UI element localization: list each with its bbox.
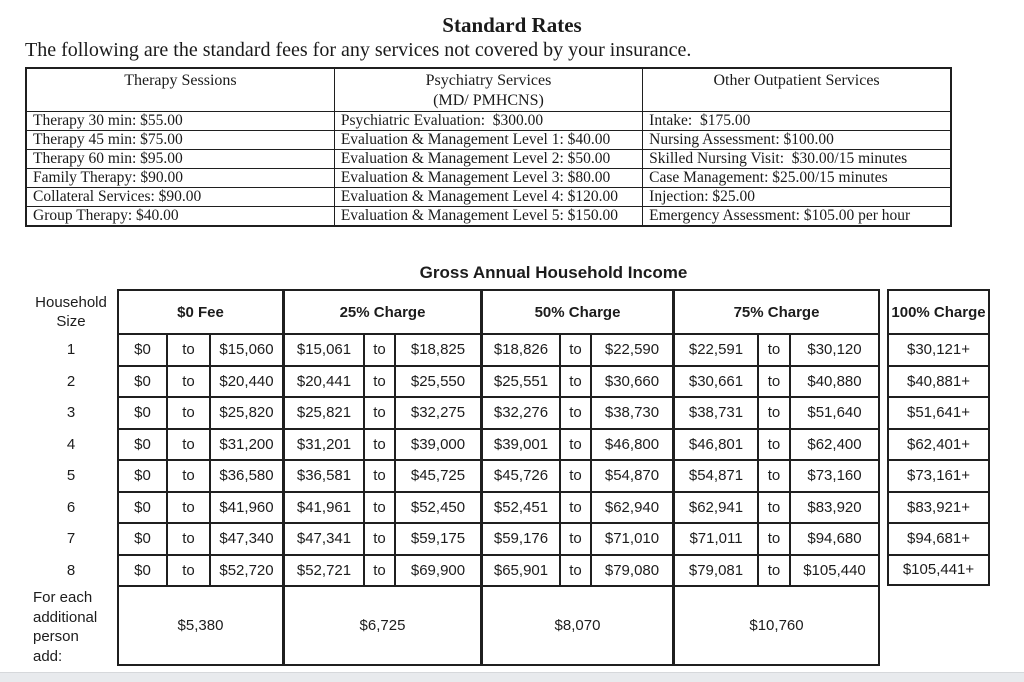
income-range-min: $0 xyxy=(117,460,167,492)
rate-cell: Intake: $175.00 xyxy=(643,112,951,131)
income-range-max: $83,920 xyxy=(790,492,880,524)
income-range-min: $52,721 xyxy=(283,555,364,587)
income-range-to: to xyxy=(364,492,395,524)
income-range-to: to xyxy=(560,460,591,492)
rates-col-header-outpatient xyxy=(643,68,951,112)
income-range-to: to xyxy=(167,460,210,492)
rate-cell: Evaluation & Management Level 5: $150.00 xyxy=(334,207,642,227)
additional-amount-cell: $6,725 xyxy=(283,586,481,666)
income-range-max: $30,120 xyxy=(790,334,880,366)
income-max-cell: $94,681+ xyxy=(887,523,990,555)
rate-cell: Evaluation & Management Level 2: $50.00 xyxy=(334,150,642,169)
income-range-to: to xyxy=(364,366,395,398)
income-range-max: $62,940 xyxy=(591,492,673,524)
income-range-min: $45,726 xyxy=(481,460,560,492)
row-size-label: 2 xyxy=(66,372,76,390)
income-range-max: $25,550 xyxy=(395,366,481,398)
income-range-to: to xyxy=(758,460,790,492)
income-range-min: $32,276 xyxy=(481,397,560,429)
tier-header: 100% Charge xyxy=(887,289,990,334)
income-range-max: $94,680 xyxy=(790,523,880,555)
rates-col-header-psychiatry xyxy=(334,68,642,112)
income-range-min: $25,821 xyxy=(283,397,364,429)
income-range-to: to xyxy=(758,397,790,429)
page-title: Standard Rates xyxy=(442,13,582,37)
income-range-to: to xyxy=(758,429,790,461)
income-range-max: $36,580 xyxy=(210,460,283,492)
rate-cell: Collateral Services: $90.00 xyxy=(26,188,334,207)
rate-cell: Nursing Assessment: $100.00 xyxy=(643,131,951,150)
income-max-cell: $83,921+ xyxy=(887,492,990,524)
rate-cell: Therapy 60 min: $95.00 xyxy=(26,150,334,169)
rate-cell: Case Management: $25.00/15 minutes xyxy=(643,169,951,188)
income-range-max: $15,060 xyxy=(210,334,283,366)
income-range-min: $22,591 xyxy=(673,334,758,366)
income-range-max: $45,725 xyxy=(395,460,481,492)
income-max-cell: $40,881+ xyxy=(887,366,990,398)
row-size-label: 3 xyxy=(66,404,76,422)
income-range-to: to xyxy=(167,555,210,587)
income-range-to: to xyxy=(167,492,210,524)
income-range-max: $31,200 xyxy=(210,429,283,461)
income-range-to: to xyxy=(758,334,790,366)
income-range-to: to xyxy=(167,366,210,398)
income-range-max: $71,010 xyxy=(591,523,673,555)
income-range-to: to xyxy=(364,555,395,587)
income-range-max: $62,400 xyxy=(790,429,880,461)
row-size-label: 8 xyxy=(66,561,76,579)
rates-header-row xyxy=(26,68,951,112)
income-range-min: $39,001 xyxy=(481,429,560,461)
income-range-max: $105,440 xyxy=(790,555,880,587)
rates-col-header-psychiatry-subtitle: (MD/ PMHCNS) xyxy=(433,92,544,109)
income-range-min: $59,176 xyxy=(481,523,560,555)
income-range-to: to xyxy=(560,397,591,429)
income-range-to: to xyxy=(758,555,790,587)
page-subtitle: The following are the standard fees for any services not covered by your insurance. xyxy=(25,39,692,61)
income-range-to: to xyxy=(167,523,210,555)
rate-cell: Evaluation & Management Level 3: $80.00 xyxy=(334,169,642,188)
rate-cell: Group Therapy: $40.00 xyxy=(26,207,334,227)
income-range-max: $32,275 xyxy=(395,397,481,429)
income-range-max: $73,160 xyxy=(790,460,880,492)
income-range-to: to xyxy=(560,429,591,461)
rates-row xyxy=(26,169,951,188)
rates-row xyxy=(26,112,951,131)
rate-cell: Psychiatric Evaluation: $300.00 xyxy=(334,112,642,131)
rate-cell: Therapy 30 min: $55.00 xyxy=(26,112,334,131)
rates-col-header-therapy xyxy=(26,68,334,112)
rate-cell: Skilled Nursing Visit: $30.00/15 minutes xyxy=(643,150,951,169)
rate-cell: Family Therapy: $90.00 xyxy=(26,169,334,188)
rate-cell: Evaluation & Management Level 4: $120.00 xyxy=(334,188,642,207)
income-range-max: $38,730 xyxy=(591,397,673,429)
income-range-to: to xyxy=(364,460,395,492)
income-range-to: to xyxy=(758,492,790,524)
income-range-min: $71,011 xyxy=(673,523,758,555)
income-range-min: $36,581 xyxy=(283,460,364,492)
income-range-max: $40,880 xyxy=(790,366,880,398)
income-range-max: $52,720 xyxy=(210,555,283,587)
rate-cell: Injection: $25.00 xyxy=(643,188,951,207)
income-range-max: $79,080 xyxy=(591,555,673,587)
additional-amount-cell: $5,380 xyxy=(117,586,283,666)
income-range-to: to xyxy=(560,555,591,587)
income-range-to: to xyxy=(364,334,395,366)
income-range-max: $69,900 xyxy=(395,555,481,587)
income-range-min: $25,551 xyxy=(481,366,560,398)
row-size-label: 7 xyxy=(66,530,76,548)
income-range-min: $20,441 xyxy=(283,366,364,398)
income-range-to: to xyxy=(364,429,395,461)
income-range-to: to xyxy=(364,397,395,429)
row-size-label: 6 xyxy=(66,498,76,516)
rates-row xyxy=(26,188,951,207)
rates-row xyxy=(26,150,951,169)
income-range-min: $0 xyxy=(117,523,167,555)
income-range-min: $0 xyxy=(117,429,167,461)
standard-rates-table xyxy=(25,67,952,227)
income-range-max: $18,825 xyxy=(395,334,481,366)
income-range-to: to xyxy=(167,429,210,461)
income-range-min: $54,871 xyxy=(673,460,758,492)
income-range-to: to xyxy=(758,366,790,398)
income-max-cell: $62,401+ xyxy=(887,429,990,461)
tier-header: $0 Fee xyxy=(117,289,283,334)
income-range-min: $38,731 xyxy=(673,397,758,429)
income-range-to: to xyxy=(560,523,591,555)
income-range-min: $62,941 xyxy=(673,492,758,524)
income-range-to: to xyxy=(758,523,790,555)
income-range-to: to xyxy=(560,492,591,524)
income-range-max: $52,450 xyxy=(395,492,481,524)
rates-table-body xyxy=(26,112,951,227)
income-range-min: $46,801 xyxy=(673,429,758,461)
row-size-label: 1 xyxy=(66,341,76,359)
income-range-min: $41,961 xyxy=(283,492,364,524)
income-range-to: to xyxy=(167,397,210,429)
income-range-max: $54,870 xyxy=(591,460,673,492)
income-max-cell: $30,121+ xyxy=(887,334,990,366)
household-size-header-label: Household Size xyxy=(35,293,107,330)
income-range-max: $46,800 xyxy=(591,429,673,461)
income-range-min: $30,661 xyxy=(673,366,758,398)
income-grid xyxy=(25,289,990,666)
rates-col-header-therapy-label: Therapy Sessions xyxy=(124,72,237,89)
income-range-min: $15,061 xyxy=(283,334,364,366)
income-range-min: $31,201 xyxy=(283,429,364,461)
additional-person-label: For each additional person add: xyxy=(33,589,98,665)
income-range-to: to xyxy=(560,334,591,366)
income-range-max: $51,640 xyxy=(790,397,880,429)
rates-col-header-outpatient-label: Other Outpatient Services xyxy=(713,72,880,89)
income-range-min: $47,341 xyxy=(283,523,364,555)
income-range-to: to xyxy=(167,334,210,366)
income-range-to: to xyxy=(560,366,591,398)
rate-cell: Therapy 45 min: $75.00 xyxy=(26,131,334,150)
income-range-max: $25,820 xyxy=(210,397,283,429)
income-range-max: $39,000 xyxy=(395,429,481,461)
income-range-min: $52,451 xyxy=(481,492,560,524)
additional-amount-cell: $8,070 xyxy=(481,586,673,666)
income-range-min: $18,826 xyxy=(481,334,560,366)
income-range-min: $0 xyxy=(117,397,167,429)
income-range-max: $22,590 xyxy=(591,334,673,366)
tier-header: 75% Charge xyxy=(673,289,880,334)
income-range-min: $79,081 xyxy=(673,555,758,587)
bottom-gray-strip xyxy=(0,672,1024,682)
income-max-cell: $73,161+ xyxy=(887,460,990,492)
income-range-min: $0 xyxy=(117,492,167,524)
additional-amount-cell: $10,760 xyxy=(673,586,880,666)
rate-cell: Emergency Assessment: $105.00 per hour xyxy=(643,207,951,227)
tier-header: 25% Charge xyxy=(283,289,481,334)
income-range-max: $20,440 xyxy=(210,366,283,398)
rate-cell: Evaluation & Management Level 1: $40.00 xyxy=(334,131,642,150)
rates-col-header-psychiatry-label: Psychiatry Services xyxy=(425,72,552,89)
income-range-max: $59,175 xyxy=(395,523,481,555)
row-size-label: 5 xyxy=(66,467,76,485)
income-range-to: to xyxy=(364,523,395,555)
income-table-title: Gross Annual Household Income xyxy=(419,263,688,282)
rates-row xyxy=(26,131,951,150)
row-size-label: 4 xyxy=(66,435,76,453)
income-max-cell: $105,441+ xyxy=(887,555,990,587)
income-range-max: $41,960 xyxy=(210,492,283,524)
tier-header: 50% Charge xyxy=(481,289,673,334)
income-range-min: $65,901 xyxy=(481,555,560,587)
income-range-max: $47,340 xyxy=(210,523,283,555)
income-range-min: $0 xyxy=(117,555,167,587)
income-range-max: $30,660 xyxy=(591,366,673,398)
income-range-min: $0 xyxy=(117,366,167,398)
income-range-min: $0 xyxy=(117,334,167,366)
income-max-cell: $51,641+ xyxy=(887,397,990,429)
rates-row xyxy=(26,207,951,227)
